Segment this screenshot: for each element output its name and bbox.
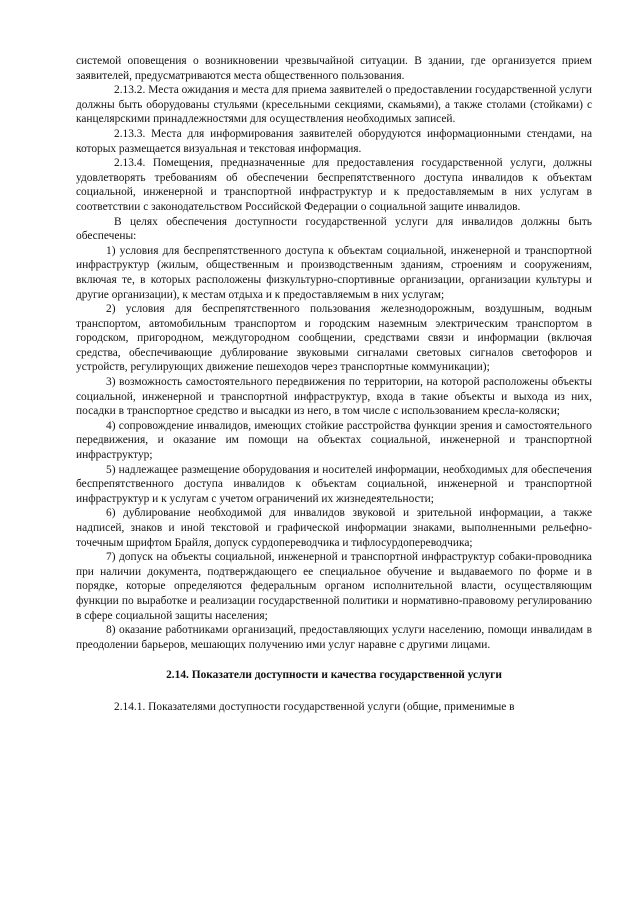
list-item: 5) надлежащее размещение оборудования и носителей информации, необходимых для обеспечения беспрепятственного доступа инвалидов к объектам социальной, инженерной и транспортной инфраструктур и к услугам с учетом ограничений их жизнедеятельности; — [76, 463, 592, 505]
list-item: 2) условия для беспрепятственного пользования железнодорожным, воздушным, водным транспортом, автомобильным транспортом и городским наземным электрическим транспортом в городском, пригородном, междугородном сообщении, средствами связи и информации (включая средства, обеспечивающие дублирование звуковыми сигналами световых сигналов светофоров и устройств, регулирующих движение пешеходов через транспортные коммуникации); — [76, 303, 592, 374]
section-heading: 2.14. Показатели доступности и качества государственной услуги — [166, 669, 502, 682]
list-item: 3) возможность самостоятельного передвижения по территории, на которой расположены объекты социальной, инженерной и транспортной инфраструктур, входа в такие объекты и выхода из них, посадки в транспортное средство и высадки из него, в том числе с использованием кресла-коляски; — [76, 376, 592, 418]
paragraph: 2.13.4. Помещения, предназначенные для предоставления государственной услуги, должны удовлетворять требованиям об обеспечении беспрепятственного доступа инвалидов к объектам социальной, инженерной и транспортной инфраструктур и к предоставляемым в них услугам в соответствии с законодательством Российской Федерации о социальной защите инвалидов. — [76, 157, 592, 213]
paragraph: системой оповещения о возникновении чрезвычайной ситуации. В здании, где организуется прием заявителей, предусматриваются места общественного пользования. — [76, 55, 592, 82]
paragraph: 2.13.3. Места для информирования заявителей оборудуются информационными стендами, на которых размещается визуальная и текстовая информация. — [76, 127, 592, 155]
list-item: 6) дублирование необходимой для инвалидов звуковой и зрительной информации, а также надписей, знаков и иной текстовой и графической информации знаками, выполненными рельефно-точечным шрифтом Брайля, допуск сурдопереводчика и тифлосурдопереводчика; — [76, 507, 592, 549]
list-item: 1) условия для беспрепятственного доступа к объектам социальной, инженерной и транспортной инфраструктур (жилым, общественным и производственным зданиям, строениям и сооружениям, включая те, в которых расположены физкультурно-спортивные организации, организации культуры и другие организации), к местам отдыха и к предоставляемым в них услугам; — [76, 244, 592, 301]
document-body — [76, 54, 592, 715]
paragraph: 2.14.1. Показателями доступности государственной услуги (общие, применимые в — [114, 700, 515, 713]
paragraph: 2.13.2. Места ожидания и места для приема заявителей о предоставлении государственной услуги должны быть оборудованы стульями (кресельными секциями, скамьями), а также столами (стойками) с канцелярскими принадлежностями для осуществления необходимых записей. — [76, 84, 592, 126]
paragraph: В целях обеспечения доступности государственной услуги для инвалидов должны быть обеспечены: — [76, 215, 592, 243]
list-item: 7) допуск на объекты социальной, инженерной и транспортной инфраструктур собаки-проводника при наличии документа, подтверждающего ее специальное обучение и выдаваемого по форме и в порядке, которые определяются федеральным органом исполнительной власти, осуществляющим функции по выработке и реализации государственной политики и нормативно-правовому регулированию в сфере социальной защиты населения; — [76, 551, 592, 622]
list-item: 4) сопровождение инвалидов, имеющих стойкие расстройства функции зрения и самостоятельного передвижения, и оказание им помощи на объектах социальной, инженерной и транспортной инфраструктур; — [76, 419, 592, 462]
list-item: 8) оказание работниками организаций, предоставляющих услуги населению, помощи инвалидам в преодолении барьеров, мешающих получению ими услуг наравне с другими лицами. — [76, 624, 592, 651]
